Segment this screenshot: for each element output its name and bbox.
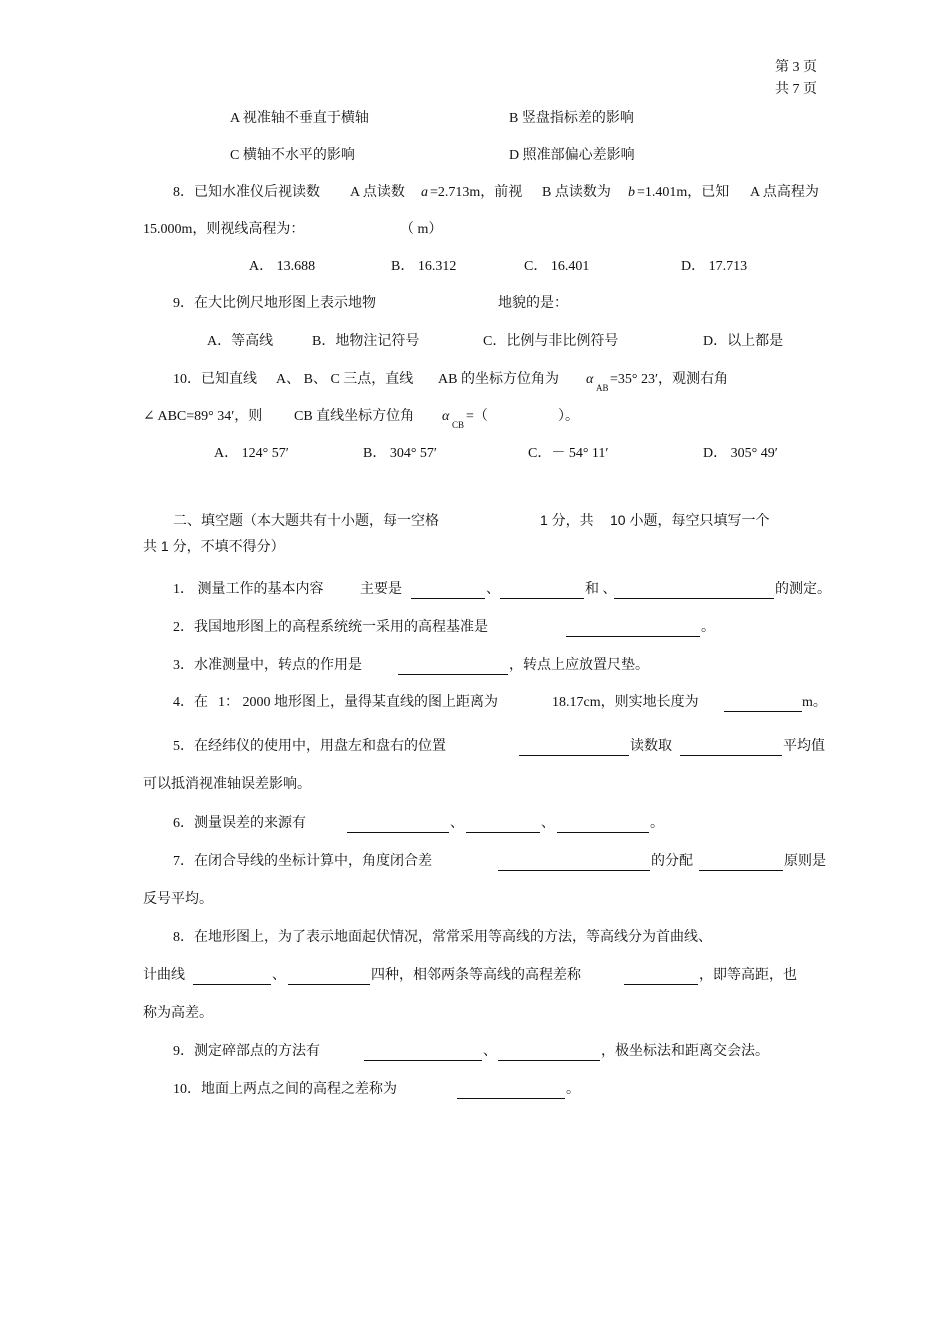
blank-q4-line[interactable] <box>724 711 802 712</box>
blank-q9-line-2[interactable] <box>498 1060 600 1061</box>
section-heading: 二、填空题（本大题共有十小题，每一空格 <box>173 512 439 528</box>
blank-q8-stem: 8．在地形图上，为了表示地面起伏情况，常常采用等高线的方法，等高线分为首曲线、 <box>173 930 712 945</box>
q8-val-a: =2.713m，前视 <box>430 185 523 200</box>
blank-q8-line-3[interactable] <box>624 984 698 985</box>
blank-q5-stem: 5．在经纬仪的使用中，用盘左和盘右的位置 <box>173 739 446 754</box>
blank-q5-line2: 可以抵消视准轴误差影响。 <box>143 777 311 792</box>
blank-q8-line-2[interactable] <box>288 984 370 985</box>
q7-option-b: B 竖盘指标差的影响 <box>509 111 634 126</box>
blank-q6-stem: 6．测量误差的来源有 <box>173 816 306 831</box>
blank-q8-line3: 称为高差。 <box>143 1006 213 1021</box>
blank-q7-stem: 7．在闭合导线的坐标计算中，角度闭合差 <box>173 854 432 869</box>
blank-q5-mid: 读数取 <box>630 739 672 754</box>
q10-alpha-cb: α <box>442 409 450 424</box>
blank-q6-end: 。 <box>650 816 664 831</box>
blank-q8-end: ，即等高距，也 <box>699 968 797 983</box>
section-heading-count: 10 小题，每空只填写一个 <box>610 512 770 528</box>
q10-sub-cb: CB <box>452 420 465 430</box>
blank-q8-mid: 四种，相邻两条等高线的高程差称 <box>371 968 581 983</box>
blank-q3-stem: 3．水准测量中，转点的作用是 <box>173 658 362 673</box>
q8-option-c: C． 16.401 <box>524 259 590 274</box>
q8-answer-paren: （ m） <box>400 222 443 237</box>
blank-q5-line-1[interactable] <box>519 755 629 756</box>
q10-stem-angle: =35° 23′，观测右角 <box>610 372 729 387</box>
q8-option-a: A． 13.688 <box>249 259 316 274</box>
q8-option-b: B． 16.312 <box>391 259 457 274</box>
blank-q6-line-3[interactable] <box>557 832 649 833</box>
q9-option-d: D．以上都是 <box>703 334 784 349</box>
blank-q4-end: m。 <box>802 695 827 710</box>
q10-stem-points: A、 B、 C 三点，直线 <box>276 372 414 387</box>
q10-stem-line2: ∠ ABC=89° 34′，则 <box>143 409 263 424</box>
blank-q1-sep-1: 、 <box>486 582 500 597</box>
blank-q1-line-1[interactable] <box>411 598 485 599</box>
blank-q3-end: ，转点上应放置尺垫。 <box>509 658 649 673</box>
q10-option-a: A． 124° 57′ <box>214 446 289 461</box>
blank-q1-line-3[interactable] <box>614 598 774 599</box>
blank-q9-stem: 9．测定碎部点的方法有 <box>173 1044 320 1059</box>
blank-q8-line2: 计曲线 <box>143 968 185 983</box>
q10-option-d: D． 305° 49′ <box>703 446 778 461</box>
blank-q9-line-1[interactable] <box>364 1060 482 1061</box>
blank-q5-end: 平均值 <box>783 739 825 754</box>
blank-q1-sep-2: 和 、 <box>585 582 617 597</box>
blank-q10-stem: 10．地面上两点之间的高程之差称为 <box>173 1082 397 1097</box>
blank-q7-end: 原则是 <box>784 854 826 869</box>
blank-q9-sep: 、 <box>483 1044 497 1059</box>
q8-stem-line2: 15.000m，则视线高程为： <box>143 222 305 237</box>
blank-q2-end: 。 <box>701 620 715 635</box>
page-total: 共 7 页 <box>775 82 817 97</box>
section-heading-score: 1 分，共 <box>540 512 594 528</box>
blank-q7-line-1[interactable] <box>498 870 650 871</box>
blank-q1-stem-2: 主要是 <box>360 582 402 597</box>
blank-q9-end: ，极坐标法和距离交会法。 <box>601 1044 769 1059</box>
section-heading-line2: 共 1 分，不填不得分） <box>143 538 285 554</box>
q9-option-a: A．等高线 <box>207 334 274 349</box>
q9-stem-end: 地貌的是： <box>498 296 568 311</box>
q10-stem-cb: CB 直线坐标方位角 <box>294 409 415 424</box>
blank-q6-sep-1: 、 <box>450 816 464 831</box>
blank-q1-stem: 1． 测量工作的基本内容 <box>173 582 324 597</box>
blank-q2-stem: 2．我国地形图上的高程系统统一采用的高程基准是 <box>173 620 488 635</box>
q10-stem: 10．已知直线 <box>173 372 257 387</box>
page-number: 第 3 页 <box>775 60 817 75</box>
q8-stem: 8．已知水准仪后视读数 <box>173 185 320 200</box>
blank-q8-sep-1: 、 <box>272 968 286 983</box>
blank-q10-line[interactable] <box>457 1098 565 1099</box>
blank-q1-end: 的测定。 <box>775 582 831 597</box>
q7-option-a: A 视准轴不垂直于横轴 <box>230 111 369 126</box>
blank-q4-stem-2: 1： 2000 地形图上，量得某直线的图上距离为 <box>218 695 498 710</box>
q8-var-b: b <box>628 185 635 200</box>
q7-option-d: D 照准部偏心差影响 <box>509 148 635 163</box>
blank-q1-line-2[interactable] <box>500 598 584 599</box>
blank-q10-end: 。 <box>566 1082 580 1097</box>
q9-stem: 9．在大比例尺地形图上表示地物 <box>173 296 376 311</box>
blank-q7-line2: 反号平均。 <box>143 892 213 907</box>
q10-stem-ab: AB 的坐标方位角为 <box>438 372 559 387</box>
q8-val-b: =1.401m，已知 <box>637 185 730 200</box>
blank-q8-line-1[interactable] <box>193 984 271 985</box>
blank-q3-line[interactable] <box>398 674 508 675</box>
blank-q6-line-2[interactable] <box>466 832 540 833</box>
q10-option-b: B． 304° 57′ <box>363 446 437 461</box>
q9-option-b: B．地物注记符号 <box>312 334 420 349</box>
blank-q4-stem: 4．在 <box>173 695 208 710</box>
q10-option-c: C．－ 54° 11′ <box>528 446 609 461</box>
q8-stem-elev: A 点高程为 <box>750 185 819 200</box>
q8-option-d: D． 17.713 <box>681 259 748 274</box>
q10-alpha-ab: α <box>586 372 594 387</box>
q10-sub-ab: AB <box>596 383 609 393</box>
blank-q4-stem-3: 18.17cm，则实地长度为 <box>552 695 699 710</box>
q8-stem-a: A 点读数 <box>350 185 405 200</box>
q7-option-c: C 横轴不水平的影响 <box>230 148 355 163</box>
q10-stem-end: ）。 <box>558 409 579 424</box>
q10-stem-eq: =（ <box>466 409 488 424</box>
blank-q7-line-2[interactable] <box>699 870 783 871</box>
blank-q6-sep-2: 、 <box>541 816 555 831</box>
blank-q6-line-1[interactable] <box>347 832 449 833</box>
q8-var-a: a <box>421 185 428 200</box>
blank-q2-line[interactable] <box>566 636 700 637</box>
blank-q7-mid: 的分配 <box>651 854 693 869</box>
q8-stem-b: B 点读数为 <box>542 185 611 200</box>
blank-q5-line-2[interactable] <box>680 755 782 756</box>
q9-option-c: C．比例与非比例符号 <box>483 334 619 349</box>
